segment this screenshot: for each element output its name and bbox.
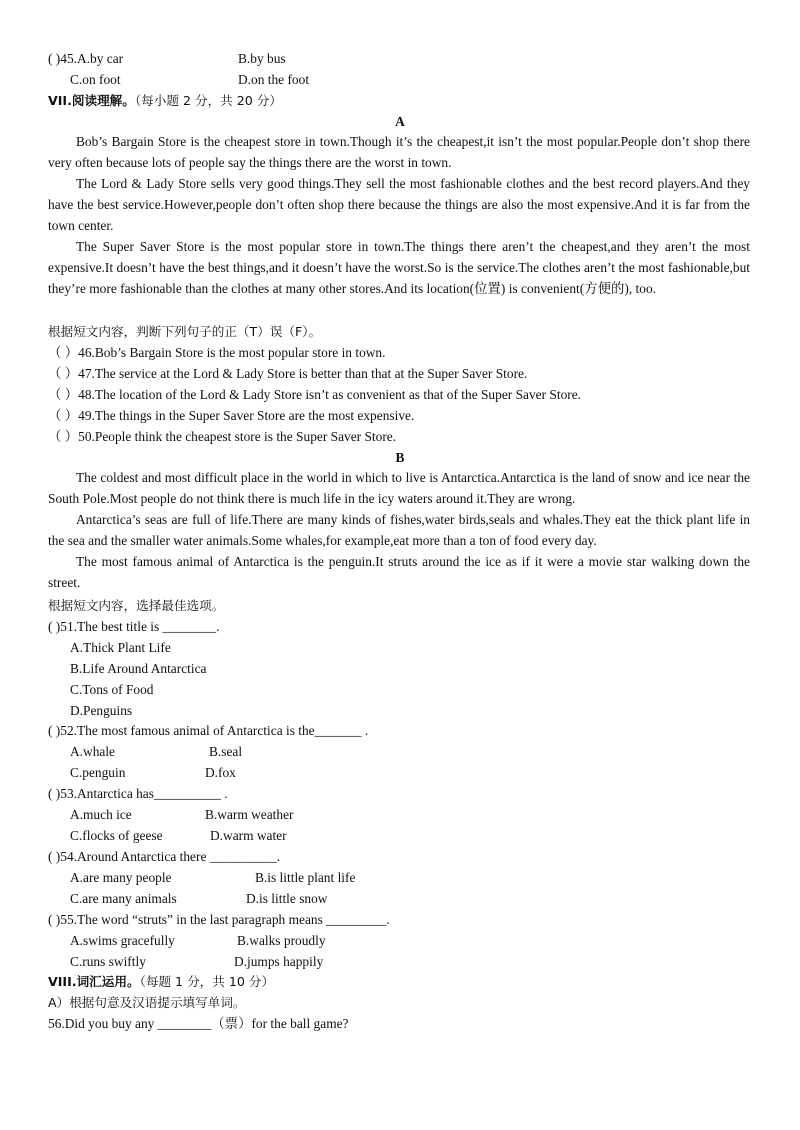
q51-option-c: C.Tons of Food	[70, 682, 154, 697]
passage-b-instruction: 根据短文内容，选择最佳选项。	[48, 598, 225, 613]
q52-option-c: C.penguin	[70, 765, 126, 780]
q53-stem: ( )53.Antarctica has__________ .	[48, 786, 228, 801]
q45-option-b: B.by bus	[238, 51, 286, 66]
q54-option-c: C.are many animals	[70, 891, 177, 906]
q45-option-c: C.on foot	[70, 72, 121, 87]
question-48: （ ）48.The location of the Lord & Lady Store isn’t as convenient as that of the Super Saver Store.	[48, 387, 582, 402]
q55-stem: ( )55.The word “struts” in the last paragraph means _________.	[48, 912, 390, 927]
question-49: （ ）49.The things in the Super Saver Store are the most expensive.	[48, 408, 415, 423]
passage-b-paragraph-3	[48, 552, 750, 594]
q52-option-d: D.fox	[205, 765, 236, 780]
q54-option-a: A.are many people	[70, 870, 172, 885]
passage-a-paragraph-1-text: Bob’s Bargain Store is the cheapest store in town.Though it’s the cheapest,it isn’t the most popular.People don’t shop there very often because lots of people say the things there are the worst in town.	[48, 134, 750, 170]
q55-option-b: B.walks proudly	[237, 933, 326, 948]
q52-stem: ( )52.The most famous animal of Antarctica is the_______ .	[48, 723, 369, 738]
q54-stem: ( )54.Around Antarctica there __________.	[48, 849, 281, 864]
section8-part-a: A）根据句意及汉语提示填写单词。	[48, 995, 246, 1010]
q51-option-a: A.Thick Plant Life	[70, 640, 171, 655]
passage-a-paragraph-3	[48, 237, 750, 300]
passage-a-paragraph-2	[48, 174, 750, 237]
passage-b-paragraph-3-text: The most famous animal of Antarctica is the penguin.It struts around the ice as if it were a movie star walking down the street.	[48, 554, 750, 590]
section7-score: （每小题 2 分，共 20 分）	[134, 93, 282, 108]
q53-option-d: D.warm water	[210, 828, 287, 843]
q55-option-c: C.runs swiftly	[70, 954, 146, 969]
question-50: （ ）50.People think the cheapest store is the Super Saver Store.	[48, 429, 397, 444]
passage-b-paragraph-1-text: The coldest and most difficult place in the world in which to live is Antarctica.Antarctica is the land of snow and ice near the South Pole.Most people do not think there is much life in the icy waters around it.They are wrong.	[48, 470, 750, 506]
question-56: 56.Did you buy any ________（票）for the ball game?	[48, 1016, 349, 1031]
passage-b-label: B	[395, 450, 405, 465]
q52-option-a: A.whale	[70, 744, 115, 759]
section8-heading: VIII.词汇运用。	[48, 974, 140, 989]
passage-a-paragraph-1	[48, 132, 750, 174]
passage-b-paragraph-1	[48, 468, 750, 510]
q51-option-d: D.Penguins	[70, 703, 133, 718]
question-47: （ ）47.The service at the Lord & Lady Store is better than that at the Super Saver Store.	[48, 366, 528, 381]
passage-a-paragraph-2-text: The Lord & Lady Store sells very good things.They sell the most fashionable clothes and the best record players.And they have the best service.However,people don’t often shop there because the things are also the most expensive.And it is far from the town center.	[48, 176, 750, 233]
q55-option-d: D.jumps happily	[234, 954, 324, 969]
q52-option-b: B.seal	[209, 744, 243, 759]
passage-a-instruction: 根据短文内容，判断下列句子的正（T）误（F）。	[48, 324, 322, 339]
q54-option-d: D.is little snow	[246, 891, 328, 906]
q54-option-b: B.is little plant life	[255, 870, 356, 885]
q45-stem: ( )45.A.by car	[48, 51, 124, 66]
q51-stem: ( )51.The best title is ________.	[48, 619, 220, 634]
passage-a-label: A	[395, 114, 405, 129]
section8-score: （每题 1 分，共 10 分）	[139, 974, 275, 989]
section7-heading: VII.阅读理解。	[48, 93, 135, 108]
q51-option-b: B.Life Around Antarctica	[70, 661, 207, 676]
section7-heading-line	[48, 92, 282, 110]
q55-option-a: A.swims gracefully	[70, 933, 175, 948]
q53-option-b: B.warm weather	[205, 807, 294, 822]
q45-option-d: D.on the foot	[238, 72, 310, 87]
passage-a-paragraph-3-text: The Super Saver Store is the most popular store in town.The things there aren’t the cheapest,and they aren’t the most expensive.It doesn’t have the best things,and it doesn’t have the worst.So is the service.The clothes aren’t the most fashionable,but they’re more fashionable than the clothes at many other stores.And its location(位置) is convenient(方便的), too.	[48, 239, 750, 296]
q53-option-a: A.much ice	[70, 807, 132, 822]
section8-heading-line	[48, 973, 274, 991]
q53-option-c: C.flocks of geese	[70, 828, 163, 843]
question-46: （ ）46.Bob’s Bargain Store is the most popular store in town.	[48, 345, 386, 360]
passage-b-paragraph-2	[48, 510, 750, 552]
passage-b-paragraph-2-text: Antarctica’s seas are full of life.There are many kinds of fishes,water birds,seals and whales.They eat the thick plant life in the sea and the smaller water animals.Some whales,for example,eat more than a ton of food every day.	[48, 512, 750, 548]
